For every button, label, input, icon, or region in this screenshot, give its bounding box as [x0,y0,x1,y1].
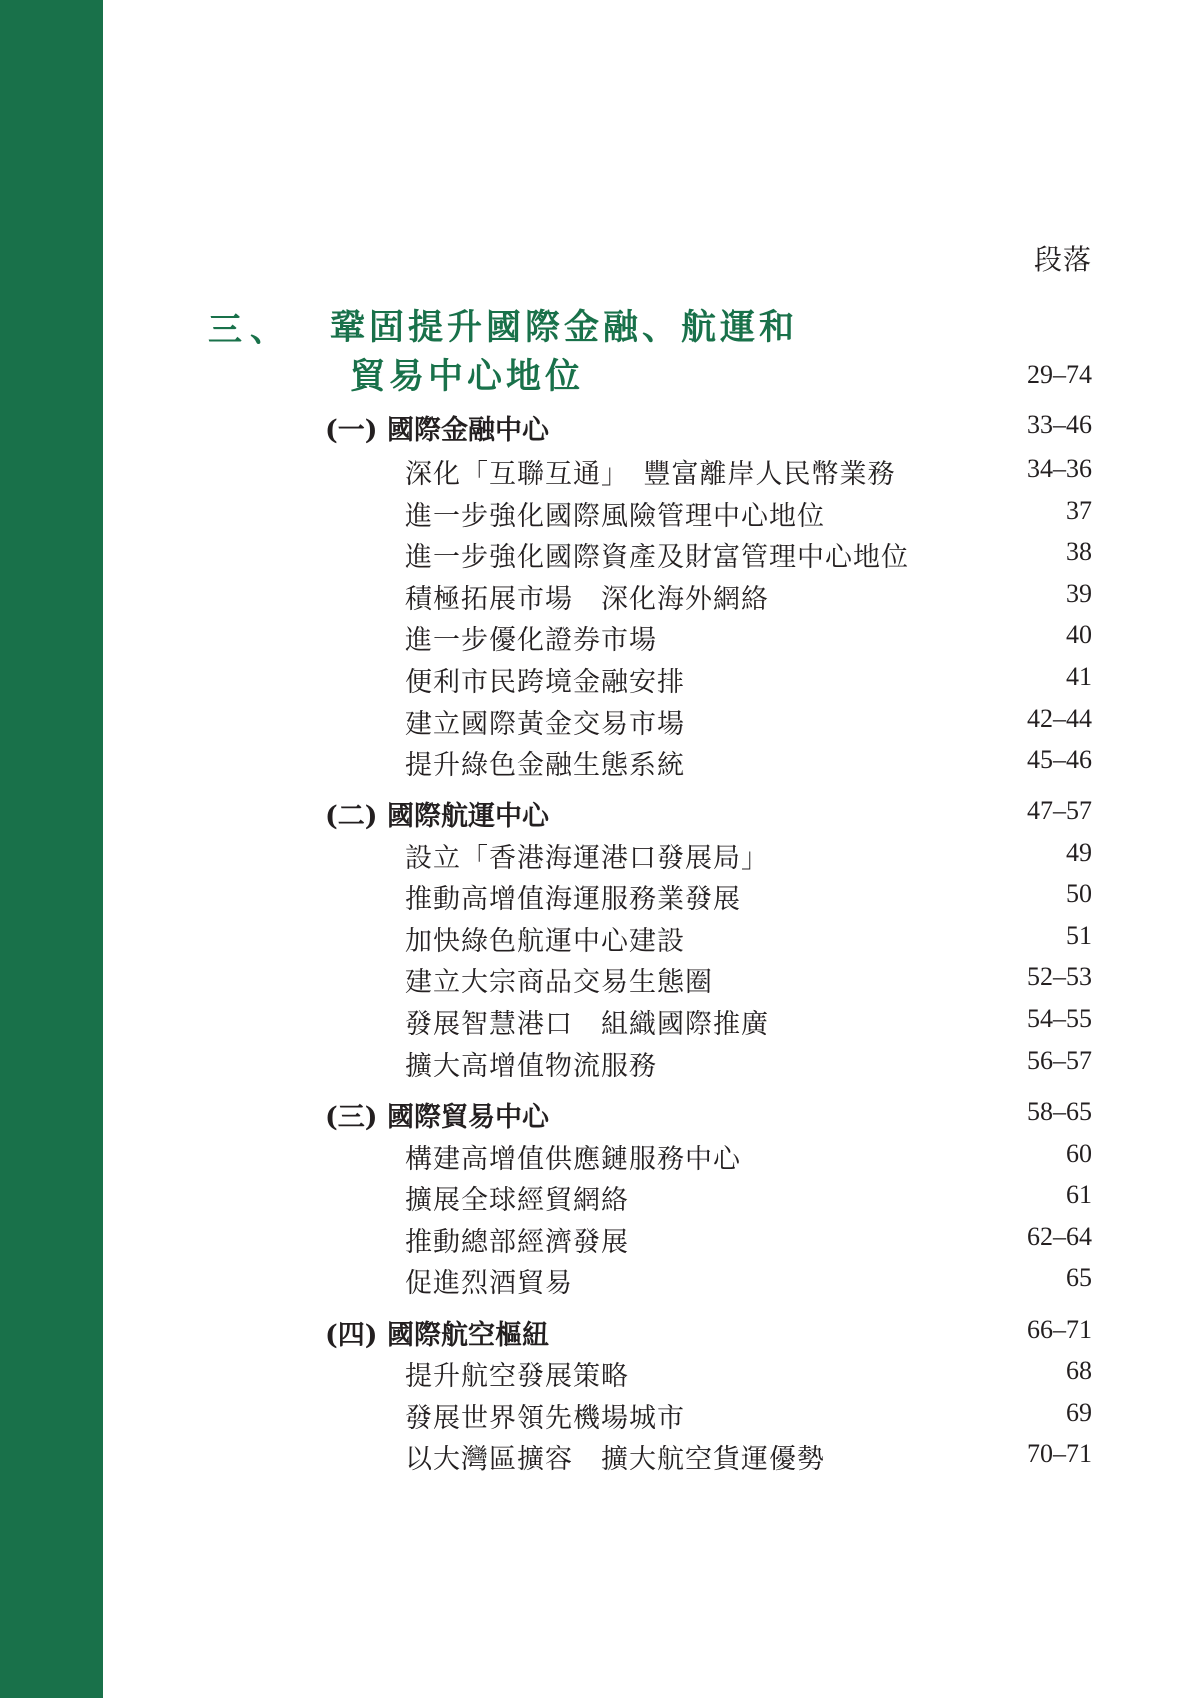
item-pages: 69 [1066,1398,1092,1427]
section-pages: 66–71 [1027,1315,1092,1344]
item-title: 擴展全球經貿網絡 [405,1185,629,1216]
item-pages: 52–53 [1027,962,1092,991]
toc-item-row[interactable] [0,660,1200,700]
toc-item-row[interactable] [0,1002,1200,1042]
toc-item-row[interactable] [0,1354,1200,1394]
item-title: 進一步強化國際風險管理中心地位 [405,501,825,532]
item-title: 深化「互聯互通」 豐富離岸人民幣業務 [405,459,896,490]
item-pages: 65 [1066,1263,1092,1292]
item-title: 設立「香港海運港口發展局」 [405,843,769,874]
toc-item-row[interactable] [0,1137,1200,1177]
item-pages: 61 [1066,1180,1092,1209]
item-title: 進一步優化證券市場 [405,625,657,656]
toc-item-row[interactable] [0,702,1200,742]
item-pages: 50 [1066,879,1092,908]
item-title: 建立大宗商品交易生態圈 [405,967,713,998]
item-pages: 51 [1066,921,1092,950]
toc-item-row[interactable] [0,1396,1200,1436]
toc-item-row[interactable] [0,1178,1200,1218]
toc-section-row[interactable] [0,1313,1200,1353]
toc-item-row[interactable] [0,1261,1200,1301]
toc-item-row[interactable] [0,1220,1200,1260]
item-title: 擴大高增值物流服務 [405,1051,657,1082]
toc-section-row[interactable] [0,1095,1200,1135]
item-pages: 37 [1066,496,1092,525]
toc-item-row[interactable] [0,1044,1200,1084]
chapter-title-line1: 鞏固提升國際金融、航運和 [330,307,799,348]
item-title: 構建高增值供應鏈服務中心 [405,1144,741,1175]
section-title: (一) 國際金融中心 [325,415,549,446]
toc-item-row[interactable] [0,1437,1200,1477]
paragraph-column-heading: 段落 [1033,243,1092,276]
section-pages: 58–65 [1027,1097,1092,1126]
item-pages: 38 [1066,537,1092,566]
section-title: (三) 國際貿易中心 [325,1102,549,1133]
toc-section-row[interactable] [0,408,1200,448]
toc-section-row[interactable] [0,794,1200,834]
toc-item-row[interactable] [0,618,1200,658]
item-title: 發展智慧港口 組織國際推廣 [405,1009,769,1040]
item-title: 發展世界領先機場城市 [405,1403,685,1434]
item-pages: 60 [1066,1139,1092,1168]
item-pages: 49 [1066,838,1092,867]
item-title: 以大灣區擴容 擴大航空貨運優勢 [405,1444,825,1475]
item-title: 提升航空發展策略 [405,1361,629,1392]
chapter-number: 三、 [208,310,292,350]
item-pages: 41 [1066,662,1092,691]
item-pages: 42–44 [1027,704,1092,733]
toc-item-row[interactable] [0,577,1200,617]
section-title: (四) 國際航空樞紐 [325,1320,549,1351]
item-title: 促進烈酒貿易 [405,1268,573,1299]
section-pages: 33–46 [1027,410,1092,439]
toc-item-row[interactable] [0,960,1200,1000]
item-title: 進一步強化國際資產及財富管理中心地位 [405,542,909,573]
toc-item-row[interactable] [0,494,1200,534]
item-title: 推動總部經濟發展 [405,1227,629,1258]
section-pages: 47–57 [1027,796,1092,825]
toc-item-row[interactable] [0,877,1200,917]
item-pages: 56–57 [1027,1046,1092,1075]
item-title: 便利市民跨境金融安排 [405,667,685,698]
item-title: 積極拓展市場 深化海外網絡 [405,584,769,615]
item-title: 建立國際黃金交易市場 [405,709,685,740]
item-title: 推動高增值海運服務業發展 [405,884,741,915]
toc-item-row[interactable] [0,919,1200,959]
item-pages: 34–36 [1027,454,1092,483]
item-pages: 45–46 [1027,745,1092,774]
item-pages: 62–64 [1027,1222,1092,1251]
item-title: 加快綠色航運中心建設 [405,926,685,957]
toc-item-row[interactable] [0,743,1200,783]
section-title: (二) 國際航運中心 [325,801,549,832]
toc-item-row[interactable] [0,452,1200,492]
item-pages: 70–71 [1027,1439,1092,1468]
toc-item-row[interactable] [0,535,1200,575]
toc-item-row[interactable] [0,836,1200,876]
item-title: 提升綠色金融生態系統 [405,750,685,781]
item-pages: 68 [1066,1356,1092,1385]
item-pages: 40 [1066,620,1092,649]
item-pages: 54–55 [1027,1004,1092,1033]
chapter-title-line2: 貿易中心地位 [350,356,585,397]
chapter-pages: 29–74 [1027,360,1092,389]
item-pages: 39 [1066,579,1092,608]
